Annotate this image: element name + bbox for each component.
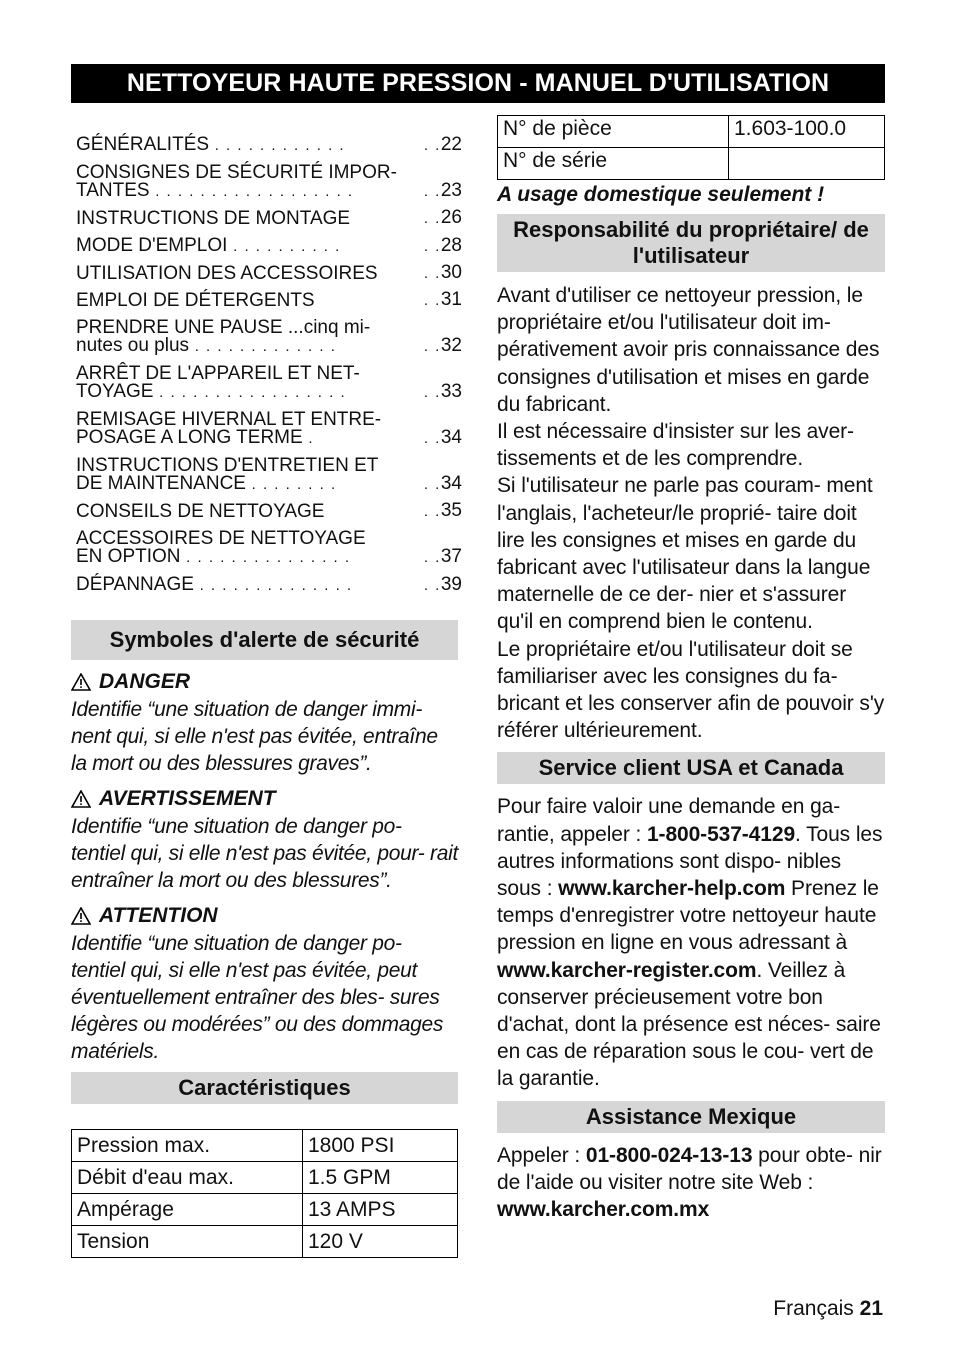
register-url-link[interactable]: www.karcher-register.com <box>497 958 757 982</box>
toc-page-value: 39 <box>440 574 462 595</box>
toc-page-dots: . . <box>423 476 441 493</box>
specs-heading: Caractéristiques <box>71 1072 458 1104</box>
toc-item-label <box>76 383 416 402</box>
toc-item-label: REMISAGE HIVERNAL ET ENTRE- <box>76 409 382 430</box>
table-row <box>72 1130 458 1162</box>
toc-page-value: 32 <box>440 335 462 356</box>
mexico-text-part: Appeler : <box>497 1143 586 1167</box>
toc-leader-dots: . . . . . . . . . . . . <box>209 137 346 154</box>
table-of-contents <box>71 134 462 595</box>
paragraph: Si l'utilisateur ne parle pas couram- ment l'anglais, l'acheteur/le proprié- taire doit lire les consignes et mises en garde du fabricant avec l'utilisateur dans la langue maternelle de ce der- nier et s'assurer qu'il en comprend bien le contenu. <box>497 474 873 634</box>
mexico-phone: 01-800-024-13-13 <box>585 1143 753 1167</box>
warning-title <box>71 787 458 811</box>
warning-triangle-icon <box>71 907 91 925</box>
spec-label: Ampérage <box>72 1194 303 1226</box>
toc-page-number <box>424 237 462 256</box>
table-row <box>498 148 885 180</box>
toc-item[interactable] <box>71 317 462 356</box>
toc-page-number <box>424 429 462 448</box>
toc-page-dots: . . <box>423 265 441 282</box>
toc-page-value: 33 <box>440 381 462 402</box>
toc-leader-dots: . . . . . . . . . . . . . . . <box>180 549 351 566</box>
toc-item-label: CONSEILS DE NETTOYAGE <box>76 501 325 522</box>
toc-item[interactable] <box>71 409 462 448</box>
toc-item-text: POSAGE A LONG TERME <box>76 427 303 448</box>
toc-page-dots: . . <box>423 549 441 566</box>
danger-label: DANGER <box>99 670 191 693</box>
danger-title <box>71 670 458 694</box>
service-text-part: . Veillez à conserver précieusement votre bon d'achat, dont la présence est néces- saire en cas de réparation sous le cou- vert de la garantie. <box>497 958 881 1091</box>
toc-page-number <box>424 291 462 310</box>
table-row <box>72 1226 458 1258</box>
toc-page-value: 34 <box>440 473 462 494</box>
mexico-heading: Assistance Mexique <box>497 1101 885 1133</box>
spec-value: 13 AMPS <box>303 1194 458 1226</box>
toc-page-value: 35 <box>440 500 462 521</box>
spec-value: 120 V <box>303 1226 458 1258</box>
footer-language: Français <box>773 1297 854 1320</box>
toc-item[interactable] <box>71 262 462 284</box>
toc-page-dots: . . <box>423 384 441 401</box>
toc-item[interactable] <box>71 455 462 494</box>
toc-item-label: PRENDRE UNE PAUSE ...cinq mi- <box>76 317 371 338</box>
service-text <box>497 793 885 1092</box>
toc-item-label <box>76 237 416 256</box>
toc-page-number <box>424 264 462 283</box>
toc-leader-dots: . . . . . . . . . . . . . . . . . <box>153 384 347 401</box>
toc-leader-dots: . . . . . . . . . . <box>227 238 341 255</box>
toc-page-dots: . . <box>423 503 441 520</box>
toc-item-text: GÉNÉRALITÉS <box>76 134 210 155</box>
toc-item-label: INSTRUCTIONS DE MONTAGE <box>76 208 351 229</box>
toc-page-number <box>424 576 462 595</box>
toc-page-dots: . . <box>423 137 441 154</box>
toc-page-number <box>424 502 462 521</box>
warning-triangle-icon <box>71 673 91 691</box>
toc-page-number <box>424 209 462 228</box>
toc-page-number <box>424 475 462 494</box>
toc-item-label <box>76 182 416 201</box>
toc-item[interactable] <box>71 363 462 402</box>
part-label: N° de série <box>498 148 729 180</box>
toc-page-number <box>424 548 462 567</box>
service-heading: Service client USA et Canada <box>497 752 885 784</box>
toc-item-text: MODE D'EMPLOI <box>76 235 228 256</box>
toc-page-dots: . . <box>423 292 441 309</box>
spec-label: Débit d'eau max. <box>72 1162 303 1194</box>
caution-title <box>71 904 458 928</box>
toc-page-value: 34 <box>440 427 462 448</box>
page-footer <box>773 1297 883 1321</box>
toc-item-text: EN OPTION <box>76 546 181 567</box>
service-text-part: . Tous les autres informations sont dispo- nibles sous : <box>497 822 883 901</box>
service-text-part: Pour faire valoir une demande en ga- rantie, appeler : <box>497 795 841 846</box>
warning-text: Identifie “une situation de danger po- tentiel qui, si elle n'est pas évitée, pour- rait entraîner la mort ou des blessures”. <box>71 815 458 892</box>
toc-page-dots: . . <box>423 338 441 355</box>
help-url-link[interactable]: www.karcher-help.com <box>558 877 786 901</box>
toc-item[interactable] <box>71 235 462 256</box>
toc-item-text: nutes ou plus <box>76 335 190 356</box>
toc-item-text: DÉPANNAGE <box>76 574 194 595</box>
spec-label: Pression max. <box>72 1130 303 1162</box>
toc-page-number <box>424 136 462 155</box>
right-column <box>497 115 885 1223</box>
toc-page-number <box>424 383 462 402</box>
toc-item-label <box>76 576 416 595</box>
table-row <box>498 116 885 148</box>
toc-page-number <box>424 182 462 201</box>
caution-text: Identifie “une situation de danger po- tentiel qui, si elle n'est pas évitée, peut éventuellement entraîner des bles- sures légères ou modérées” ou des dommages matériels. <box>71 932 444 1063</box>
toc-page-dots: . . <box>423 238 441 255</box>
toc-item-label: EMPLOI DE DÉTERGENTS <box>76 290 315 311</box>
toc-page-value: 28 <box>440 235 462 256</box>
toc-page-value: 30 <box>440 262 462 283</box>
toc-leader-dots: . . . . . . . . . . . . . . . . . . <box>149 183 354 200</box>
part-value <box>729 148 885 180</box>
toc-item[interactable] <box>71 500 462 522</box>
toc-page-dots: . . <box>423 430 441 447</box>
toc-page-dots: . . <box>423 577 441 594</box>
toc-leader-dots: . . . . . . . . . . . . . . <box>193 577 353 594</box>
toc-item-label <box>76 337 416 356</box>
part-label: N° de pièce <box>498 116 729 148</box>
page-banner: NETTOYEUR HAUTE PRESSION - MANUEL D'UTILISATION <box>71 64 885 103</box>
toc-page-number <box>424 337 462 356</box>
mexico-url-link[interactable]: www.karcher.com.mx <box>497 1198 710 1222</box>
toc-item-label <box>76 475 416 494</box>
toc-item[interactable] <box>71 207 462 229</box>
caution-label: ATTENTION <box>99 904 218 927</box>
toc-item[interactable] <box>71 134 462 155</box>
service-phone: 1-800-537-4129 <box>646 822 796 846</box>
toc-page-dots: . . <box>423 210 441 227</box>
toc-page-value: 22 <box>440 134 462 155</box>
safety-symbols-heading: Symboles d'alerte de sécurité <box>71 620 458 660</box>
parts-table <box>497 115 885 180</box>
paragraph: Avant d'utiliser ce nettoyeur pression, le propriétaire et/ou l'utilisateur doit im- pérativement avoir pris connaissance des consignes d'utilisation et mises en garde du fabricant. <box>497 284 880 416</box>
toc-page-value: 26 <box>440 207 462 228</box>
toc-leader-dots: . <box>302 430 315 447</box>
paragraph: Le propriétaire et/ou l'utilisateur doit se familiariser avec les consignes du fa- bricant et les conserver afin de pouvoir s'y référer ultérieurement. <box>497 637 885 743</box>
warning-triangle-icon <box>71 790 91 808</box>
spec-label: Tension <box>72 1226 303 1258</box>
responsibility-heading: Responsabilité du propriétaire/ de l'utilisateur <box>497 214 885 272</box>
page-number: 21 <box>859 1297 883 1320</box>
warning-label: AVERTISSEMENT <box>99 787 276 810</box>
toc-item-label <box>76 429 416 448</box>
toc-item[interactable] <box>71 289 462 311</box>
toc-item-label: CONSIGNES DE SÉCURITÉ IMPOR- <box>76 162 397 183</box>
left-column <box>71 130 462 1258</box>
part-value: 1.603-100.0 <box>729 116 885 148</box>
toc-item[interactable] <box>71 574 462 595</box>
toc-item-text: TOYAGE <box>76 381 154 402</box>
table-row <box>72 1194 458 1226</box>
toc-item-label: ACCESSOIRES DE NETTOYAGE <box>76 528 366 549</box>
mexico-text <box>497 1142 885 1224</box>
toc-page-value: 31 <box>440 289 462 310</box>
specs-table <box>71 1129 458 1258</box>
domestic-use-note: A usage domestique seulement ! <box>497 183 825 206</box>
toc-item-label <box>76 136 416 155</box>
table-row <box>72 1162 458 1194</box>
mexico-text-part: pour obte- nir de l'aide ou visiter notre site Web : <box>497 1143 882 1194</box>
danger-text: Identifie “une situation de danger immi- nent qui, si elle n'est pas évitée, entraîne la mort ou des blessures graves”. <box>71 698 438 775</box>
paragraph: Il est nécessaire d'insister sur les aver- tissements et de les comprendre. <box>497 420 854 471</box>
spec-value: 1800 PSI <box>303 1130 458 1162</box>
toc-leader-dots: . . . . . . . . . . . . . <box>189 338 337 355</box>
service-text-part: Prenez le temps d'enregistrer votre nettoyeur haute pression en ligne en vous adressant à <box>497 877 879 955</box>
toc-item[interactable] <box>71 162 462 201</box>
toc-item-label: ARRÊT DE L'APPAREIL ET NET- <box>76 363 360 384</box>
responsibility-text <box>497 282 885 744</box>
toc-item-text: DE MAINTENANCE <box>76 473 246 494</box>
toc-page-value: 23 <box>440 180 462 201</box>
toc-item[interactable] <box>71 528 462 567</box>
spec-value: 1.5 GPM <box>303 1162 458 1194</box>
toc-item-label: UTILISATION DES ACCESSOIRES <box>76 263 378 284</box>
toc-item-label <box>76 548 416 567</box>
toc-page-value: 37 <box>440 546 462 567</box>
toc-item-label: INSTRUCTIONS D'ENTRETIEN ET <box>76 455 379 476</box>
toc-page-dots: . . <box>423 183 441 200</box>
toc-item-text: TANTES <box>76 180 150 201</box>
toc-leader-dots: . . . . . . . . <box>245 476 337 493</box>
